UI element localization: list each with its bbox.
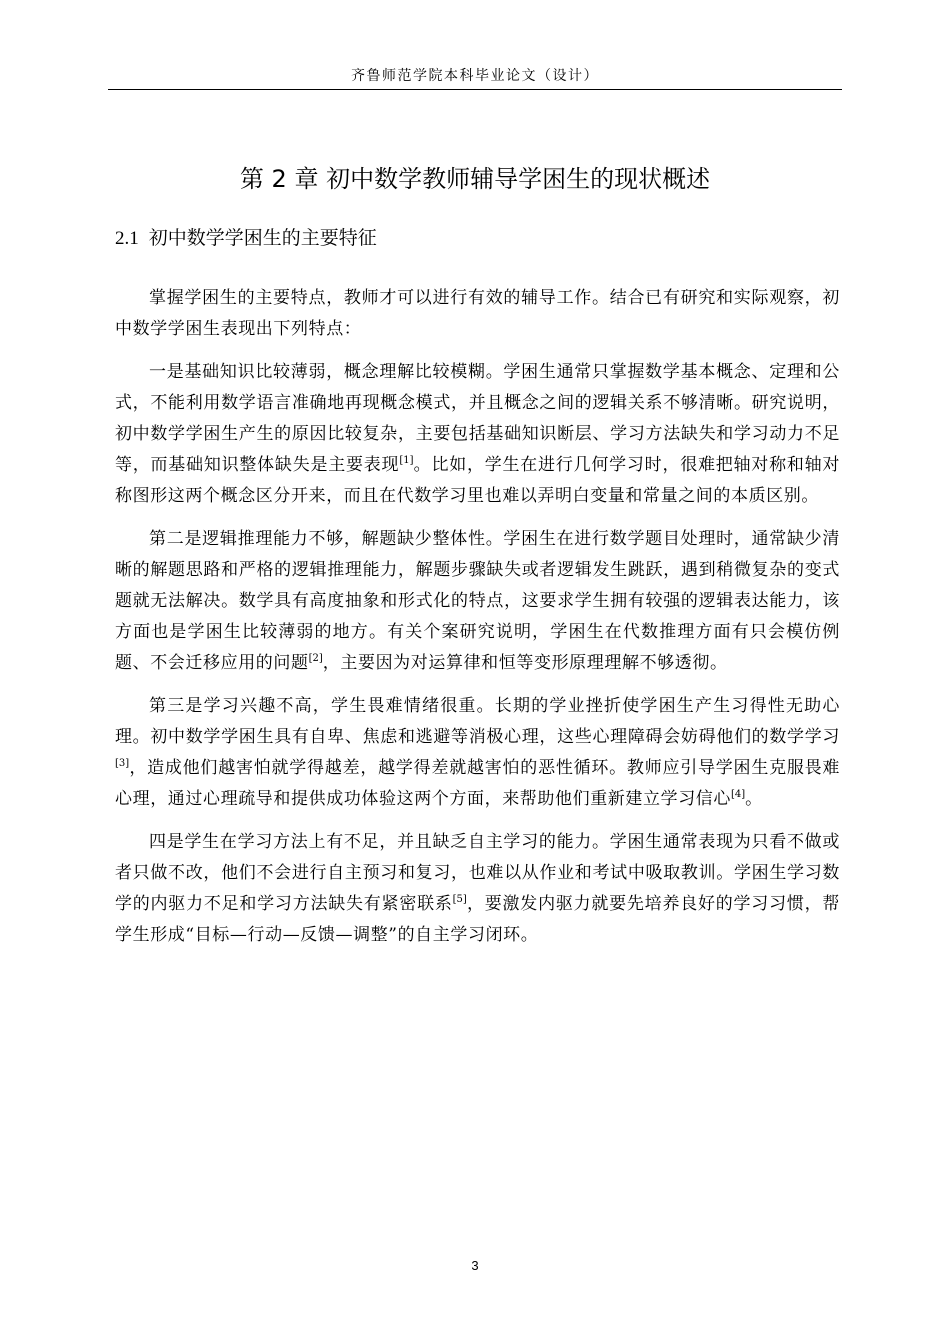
chapter-title: 第 2 章 初中数学教师辅导学困生的现状概述: [239, 165, 711, 194]
paragraph-intro: [115, 283, 840, 345]
body-text: [115, 283, 840, 963]
header-rule: [108, 89, 842, 90]
paragraph-point-4: [115, 827, 840, 951]
section-number: 2.1: [115, 228, 139, 249]
paragraph-text: 第二是逻辑推理能力不够，解题缺少整体性。学困生在进行数学题目处理时，通常缺少清晰的解题思路和严格的逻辑推理能力，解题步骤缺失或者逻辑发生跳跃，遇到稍微复杂的变式题就无法解决。数学具有高度抽象和形式化的特点，这要求学生拥有较强的逻辑表达能力，该方面也是学困生比较薄弱的地方。有关个案研究说明，学困生在代数推理方面有只会模仿例题、不会迁移应用的问题: [115, 529, 840, 673]
citation-ref-3: [3]: [115, 758, 130, 769]
paragraph-text: ，要激发内驱力就要先培养良好的学习习惯，帮学生形成“目标—行动—反馈—调整”的自主学习闭环。: [115, 894, 840, 945]
paragraph-point-2: [115, 524, 840, 679]
paragraph-text: 。: [745, 789, 763, 809]
citation-ref-4: [4]: [731, 789, 746, 800]
paragraph-point-3: [115, 691, 840, 815]
citation-ref-5: [5]: [452, 894, 467, 905]
page-number: 3: [471, 1258, 479, 1273]
paragraph-text: ，主要因为对运算律和恒等变形原理理解不够透彻。: [322, 653, 728, 673]
paragraph-text: ，造成他们越害怕就学得越差，越学得差就越害怕的恶性循环。教师应引导学困生克服畏难心理，通过心理疏导和提供成功体验这两个方面，来帮助他们重新建立学习信心: [115, 758, 840, 809]
paragraph-text: 。比如，学生在进行几何学习时，很难把轴对称和轴对称图形这两个概念区分开来，而且在代数学习里也难以弄明白变量和常量之间的本质区别。: [115, 455, 840, 506]
running-header: 齐鲁师范学院本科毕业论文（设计）: [351, 68, 599, 84]
paragraph-point-1: [115, 357, 840, 512]
section-title: 初中数学学困生的主要特征: [148, 227, 377, 249]
paragraph-text: 掌握学困生的主要特点，教师才可以进行有效的辅导工作。结合已有研究和实际观察，初中数学学困生表现出下列特点：: [115, 288, 840, 339]
paragraph-text: 第三是学习兴趣不高，学生畏难情绪很重。长期的学业挫折使学困生产生习得性无助心理。初中数学学困生具有自卑、焦虑和逃避等消极心理，这些心理障碍会妨碍他们的数学学习: [115, 696, 840, 747]
paragraph-text: 一是基础知识比较薄弱，概念理解比较模糊。学困生通常只掌握数学基本概念、定理和公式，不能利用数学语言准确地再现概念模式，并且概念之间的逻辑关系不够清晰。研究说明，初中数学学困生产生的原因比较复杂，主要包括基础知识断层、学习方法缺失和学习动力不足等，而基础知识整体缺失是主要表现: [115, 362, 840, 475]
paragraph-text: 四是学生在学习方法上有不足，并且缺乏自主学习的能力。学困生通常表现为只看不做或者只做不改，他们不会进行自主预习和复习，也难以从作业和考试中吸取教训。学困生学习数学的内驱力不足和学习方法缺失有紧密联系: [115, 832, 840, 914]
citation-ref-1: [1]: [399, 455, 414, 466]
citation-ref-2: [2]: [308, 653, 323, 664]
section-heading: [115, 222, 377, 255]
